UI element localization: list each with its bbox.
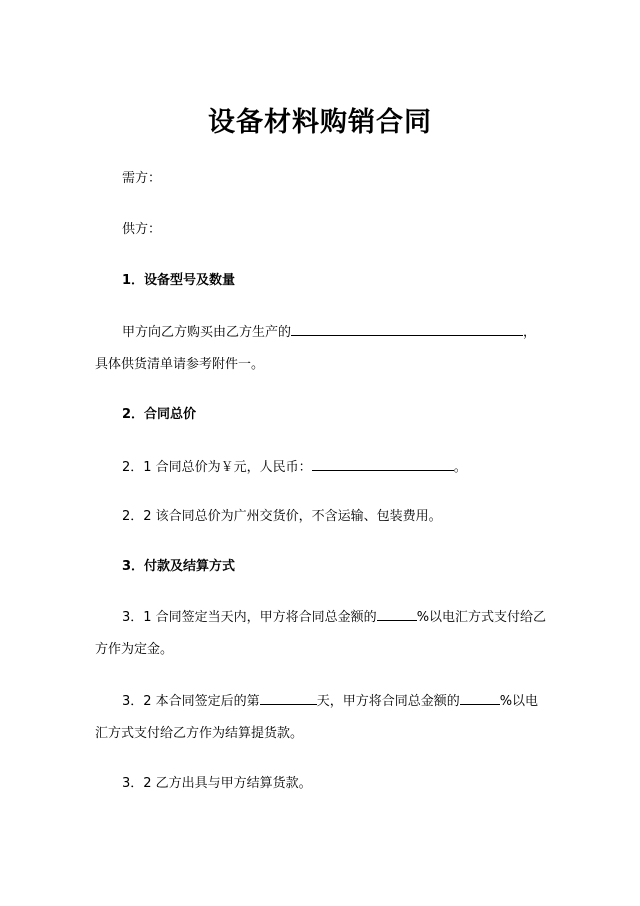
item-3-2-prefix: 3．2 本合同签定后的第 — [122, 694, 260, 709]
buyer-label: 需方： — [122, 171, 162, 186]
supplier-label: 供方： — [122, 222, 162, 237]
item-2-1-suffix: 。 — [453, 460, 467, 475]
item-3-2-line2: 汇方式支付给乙方作为结算提货款。 — [95, 726, 304, 741]
payment-percent-blank — [460, 690, 500, 705]
section1-para-prefix: 甲方向乙方购买由乙方生产的 — [122, 325, 292, 340]
item-3-2-line1 — [122, 690, 538, 712]
section2-heading: 2．合同总价 — [122, 407, 197, 422]
item-3-2-suffix: %以电 — [499, 694, 539, 709]
document-title: 设备材料购销合同 — [208, 107, 432, 138]
item-3-1-suffix: %以电汇方式支付给乙 — [416, 610, 547, 625]
section1-paragraph-line2: 具体供货清单请参考附件一。 — [95, 357, 265, 372]
item-3-1-line1 — [122, 606, 546, 628]
item-3-1-line2: 方作为定金。 — [95, 642, 174, 657]
item-3-2-mid: 天，甲方将合同总金额的 — [316, 694, 460, 709]
product-blank — [291, 321, 523, 336]
item-2-1-prefix: 2．1 合同总价为￥元，人民币： — [122, 460, 312, 475]
section1-para-suffix: ， — [523, 325, 537, 340]
item-2-2: 2．2 该合同总价为广州交货价，不含运输、包装费用。 — [122, 509, 442, 524]
section1-paragraph-line1 — [122, 321, 536, 343]
section3-heading: 3．付款及结算方式 — [122, 559, 236, 574]
rmb-amount-blank — [312, 456, 454, 471]
item-2-1 — [122, 456, 467, 478]
item-3-1-prefix: 3．1 合同签定当天内，甲方将合同总金额的 — [122, 610, 377, 625]
deposit-percent-blank — [377, 606, 417, 621]
section1-heading: 1．设备型号及数量 — [122, 273, 236, 288]
item-3-3: 3．2 乙方出具与甲方结算货款。 — [122, 776, 312, 791]
days-blank — [260, 690, 317, 705]
